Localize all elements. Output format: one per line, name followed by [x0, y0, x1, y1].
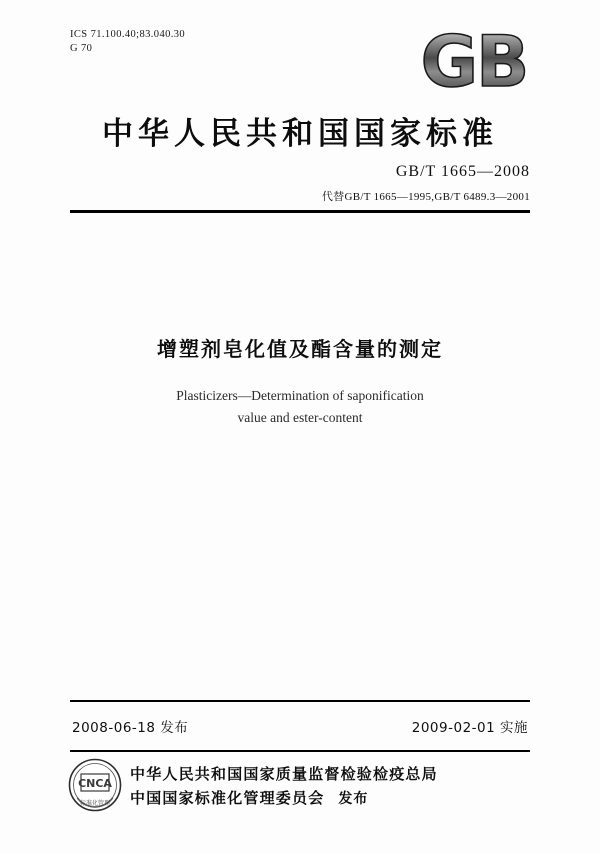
svg-text:GB: GB — [420, 24, 528, 98]
ccs-code: G 70 — [70, 43, 93, 54]
divider-footer — [70, 750, 530, 752]
document-title-english-line1: Plasticizers—Determination of saponification — [176, 388, 424, 403]
ics-classification-block — [70, 28, 185, 56]
publisher-line-2: 中国国家标准化管理委员会 — [130, 789, 325, 807]
effective-date: 2009-02-01 实施 — [411, 720, 528, 736]
publisher-line-1: 中华人民共和国国家质量监督检验检疫总局 — [130, 765, 438, 783]
document-title-chinese: 增塑剂皂化值及酯含量的测定 — [157, 337, 443, 361]
document-title-english-line2: value and ester-content — [237, 410, 363, 425]
publish-label: 发布 — [338, 791, 369, 807]
document-title-english — [0, 385, 600, 429]
standard-replaces: 代替GB/T 1665—1995,GB/T 6489.3—2001 — [321, 191, 530, 203]
divider-bottom — [70, 700, 530, 702]
ics-code: ICS 71.100.40;83.040.30 — [70, 29, 186, 40]
divider-top — [70, 210, 530, 213]
standard-number: GB/T 1665—2008 — [395, 163, 530, 180]
gb-logo-icon — [410, 24, 538, 98]
issue-date: 2008-06-18 发布 — [72, 720, 189, 736]
national-emblem-icon — [68, 758, 122, 812]
svg-text:标准化管理: 标准化管理 — [79, 800, 111, 807]
national-standard-title: 中华人民共和国国家标准 — [102, 116, 498, 152]
publisher-block — [130, 762, 530, 811]
svg-text:CNCA: CNCA — [78, 777, 112, 790]
